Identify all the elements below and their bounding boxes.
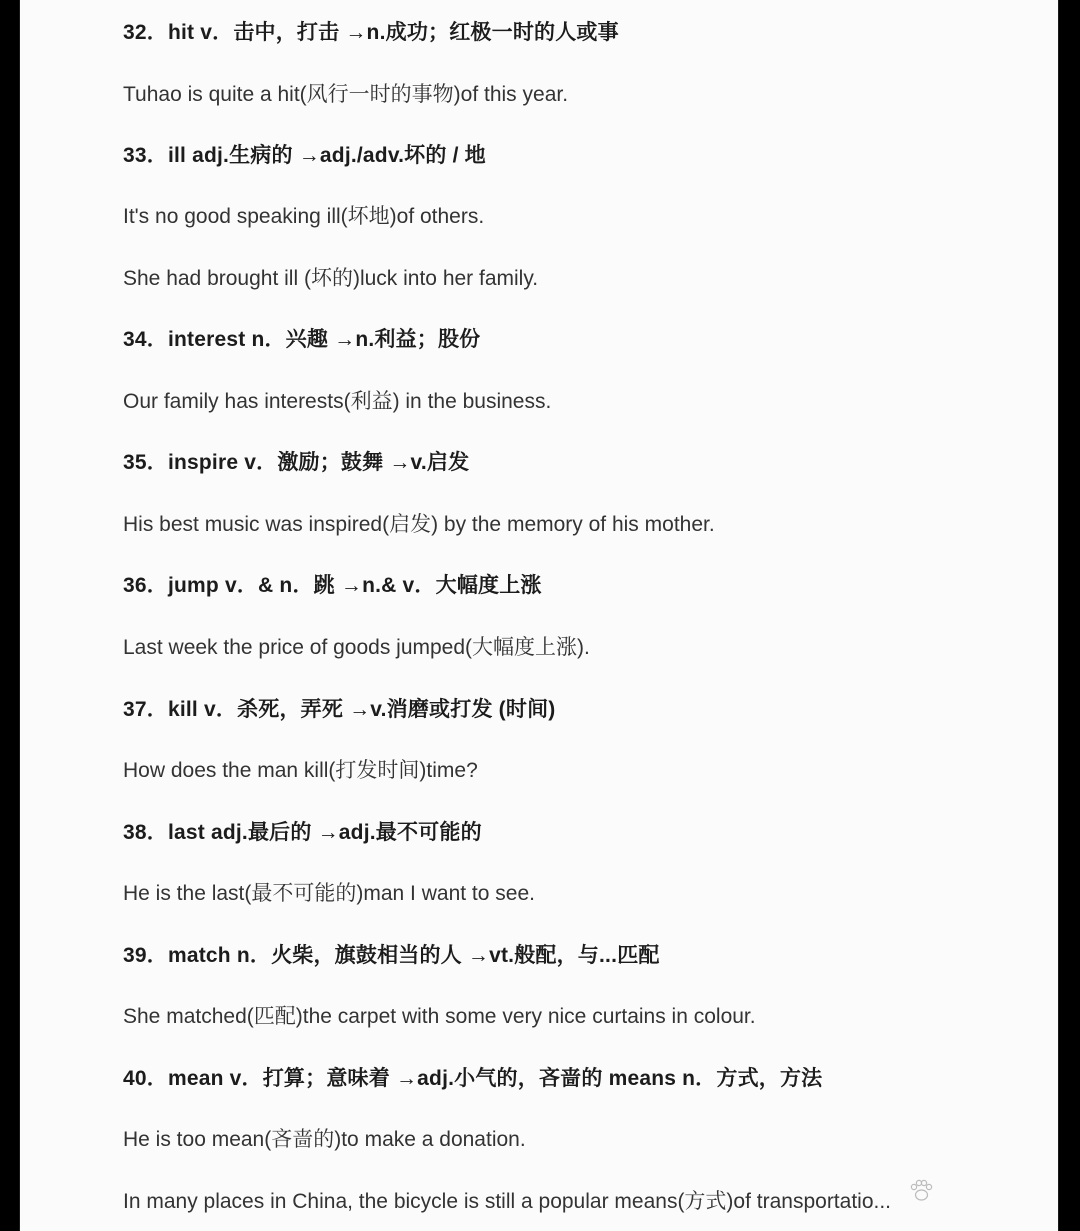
document-page xyxy=(20,0,1058,1231)
example-sentence: He is too mean(吝啬的)to make a donation. xyxy=(123,1128,526,1151)
example-sentence: In many places in China, the bicycle is still a popular means(方式)of transportatio... xyxy=(123,1190,892,1213)
example-sentence: How does the man kill(打发时间)time? xyxy=(123,759,478,782)
example-sentence: Tuhao is quite a hit(风行一时的事物)of this year. xyxy=(123,83,569,106)
entry-heading-35: 35．inspire v．激励；鼓舞 →v.启发 xyxy=(123,451,470,474)
example-sentence: It's no good speaking ill(坏地)of others. xyxy=(123,205,485,228)
example-sentence: Last week the price of goods jumped(大幅度上涨). xyxy=(123,636,590,659)
example-sentence: She had brought ill (坏的)luck into her family. xyxy=(123,267,539,290)
entry-heading-38: 38．last adj.最后的 →adj.最不可能的 xyxy=(123,821,482,844)
entry-heading-32: 32．hit v．击中，打击 →n.成功；红极一时的人或事 xyxy=(123,21,619,44)
example-sentence: His best music was inspired(启发) by the memory of his mother. xyxy=(123,513,715,536)
entry-heading-33: 33．ill adj.生病的 →adj./adv.坏的 / 地 xyxy=(123,144,486,167)
entry-heading-34: 34．interest n．兴趣 →n.利益；股份 xyxy=(123,328,481,351)
entry-heading-37: 37．kill v．杀死，弄死 →v.消磨或打发 (时间) xyxy=(123,698,556,721)
entry-heading-39: 39．match n．火柴，旗鼓相当的人 →vt.般配，与...匹配 xyxy=(123,944,660,967)
entry-heading-40: 40．mean v．打算；意味着 →adj.小气的，吝啬的 means n．方式，方法 xyxy=(123,1067,823,1090)
paw-icon xyxy=(908,1178,934,1204)
entry-heading-36: 36．jump v．& n．跳 →n.& v．大幅度上涨 xyxy=(123,574,542,597)
example-sentence: She matched(匹配)the carpet with some very nice curtains in colour. xyxy=(123,1005,756,1028)
example-sentence: Our family has interests(利益) in the business. xyxy=(123,390,552,413)
example-sentence: He is the last(最不可能的)man I want to see. xyxy=(123,882,535,905)
